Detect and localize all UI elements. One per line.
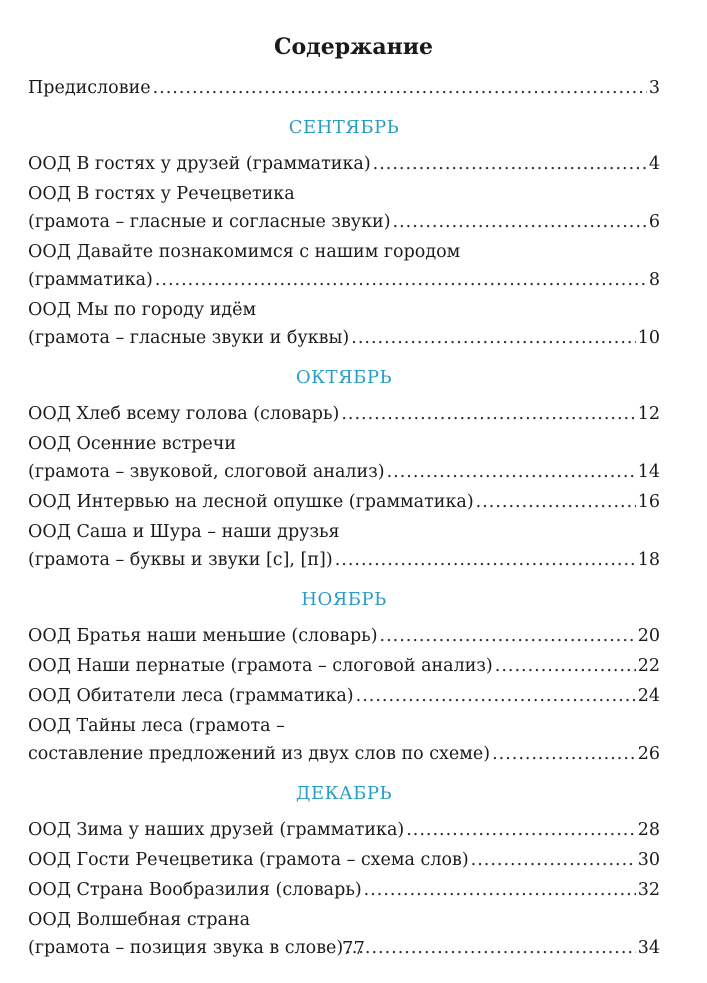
leader-dots	[380, 622, 636, 650]
toc-entry-text: (грамота – звуковой, слоговой анализ)	[28, 462, 385, 482]
month-heading: ОКТЯБРЬ	[295, 367, 393, 388]
toc-entry-text: (грамматика)	[28, 270, 153, 290]
toc-entry-text: ООД Обитатели леса (грамматика)	[28, 686, 354, 706]
toc-entry[interactable]	[28, 622, 660, 650]
table-of-contents	[28, 74, 660, 964]
toc-entry-row	[28, 846, 660, 874]
toc-page-number: 12	[637, 404, 660, 424]
leader-dots	[373, 150, 647, 178]
leader-dots	[476, 488, 636, 516]
toc-entry-line: ООД Давайте познакомимся с нашим городом	[28, 242, 461, 262]
leader-dots	[393, 208, 647, 236]
toc-page-number: 3	[648, 78, 660, 98]
toc-entry[interactable]	[28, 400, 660, 428]
toc-entry[interactable]	[28, 652, 660, 680]
toc-entry-text: составление предложений из двух слов по схеме)	[28, 744, 491, 764]
toc-entry-row	[28, 208, 660, 236]
toc-entry-row	[28, 546, 660, 574]
toc-entry-line: ООД Саша и Шура – наши друзья	[28, 522, 340, 542]
toc-entry-row	[28, 682, 660, 710]
toc-entry-text: ООД Гости Речецветика (грамота – схема слов)	[28, 850, 469, 870]
toc-page-number: 30	[637, 850, 660, 870]
toc-entry[interactable]	[28, 682, 660, 710]
toc-entry[interactable]	[28, 518, 660, 574]
toc-entry-preface[interactable]	[28, 74, 660, 102]
toc-entry-text: (грамота – буквы и звуки [с], [п])	[28, 550, 333, 570]
toc-entry-text: Предисловие	[28, 78, 151, 98]
toc-entry[interactable]	[28, 180, 660, 236]
toc-entry[interactable]	[28, 846, 660, 874]
leader-dots	[356, 682, 636, 710]
toc-entry-text: ООД Зима у наших друзей (грамматика)	[28, 820, 405, 840]
toc-entry-row	[28, 266, 660, 294]
toc-entry-text: (грамота – гласные и согласные звуки)	[28, 212, 391, 232]
toc-entry[interactable]	[28, 296, 660, 352]
leader-dots	[387, 458, 636, 486]
toc-page-number: 28	[637, 820, 660, 840]
toc-entry-row	[28, 324, 660, 352]
toc-entry[interactable]	[28, 238, 660, 294]
leader-dots	[351, 324, 635, 352]
toc-entry-line: ООД Мы по городу идём	[28, 300, 257, 320]
toc-page-number: 34	[637, 938, 660, 958]
leader-dots	[492, 740, 636, 768]
toc-entry-line: ООД Осенние встречи	[28, 434, 237, 454]
toc-page-number: 22	[637, 656, 660, 676]
month-heading: ДЕКАБРЬ	[295, 783, 393, 804]
toc-page-number: 32	[637, 880, 660, 900]
toc-entry[interactable]	[28, 816, 660, 844]
toc-entry[interactable]	[28, 150, 660, 178]
toc-page-number: 6	[648, 212, 660, 232]
leader-dots	[364, 876, 636, 904]
toc-entry-text: ООД Интервью на лесной опушке (грамматика)	[28, 492, 474, 512]
toc-entry-row	[28, 488, 660, 516]
leader-dots	[471, 846, 636, 874]
toc-entry-row	[28, 622, 660, 650]
leader-dots	[153, 74, 647, 102]
leader-dots	[406, 816, 636, 844]
toc-page-number: 18	[637, 550, 660, 570]
toc-page-number: 14	[637, 462, 660, 482]
toc-page-number: 8	[648, 270, 660, 290]
leader-dots	[335, 546, 636, 574]
toc-entry-row	[28, 458, 660, 486]
toc-entry-row	[28, 740, 660, 768]
toc-entry-row	[28, 150, 660, 178]
month-heading: СЕНТЯБРЬ	[288, 117, 400, 138]
toc-entry-line: ООД В гостях у Речецветика	[28, 184, 295, 204]
toc-page-number: 24	[637, 686, 660, 706]
month-heading: НОЯБРЬ	[301, 589, 387, 610]
toc-entry[interactable]	[28, 430, 660, 486]
footer-page-number: 77	[342, 938, 365, 959]
toc-entry-text: ООД В гостях у друзей (грамматика)	[28, 154, 371, 174]
toc-entry-text: ООД Братья наши меньшие (словарь)	[28, 626, 378, 646]
toc-page-number: 4	[648, 154, 660, 174]
toc-entry[interactable]	[28, 876, 660, 904]
toc-entry-line: ООД Волшебная страна	[28, 910, 251, 930]
toc-entry-row	[28, 652, 660, 680]
toc-entry-row	[28, 876, 660, 904]
toc-entry-line: ООД Тайны леса (грамота –	[28, 716, 285, 736]
toc-page-number: 16	[637, 492, 660, 512]
toc-page-number: 10	[637, 328, 660, 348]
toc-entry-row	[28, 400, 660, 428]
toc-entry-text: (грамота – гласные звуки и буквы)	[28, 328, 350, 348]
page-title: Содержание	[273, 34, 434, 60]
toc-page-number: 26	[637, 744, 660, 764]
toc-entry-text: ООД Наши пернатые (грамота – слоговой анализ)	[28, 656, 493, 676]
toc-entry[interactable]	[28, 712, 660, 768]
toc-entry-text: ООД Страна Вообразилия (словарь)	[28, 880, 362, 900]
leader-dots	[341, 400, 635, 428]
leader-dots	[495, 652, 636, 680]
toc-page-number: 20	[637, 626, 660, 646]
toc-entry-row	[28, 816, 660, 844]
leader-dots	[155, 266, 647, 294]
toc-entry-text: ООД Хлеб всему голова (словарь)	[28, 404, 340, 424]
toc-entry[interactable]	[28, 488, 660, 516]
toc-entry-text: (грамота – позиция звука в слове)	[28, 938, 344, 958]
